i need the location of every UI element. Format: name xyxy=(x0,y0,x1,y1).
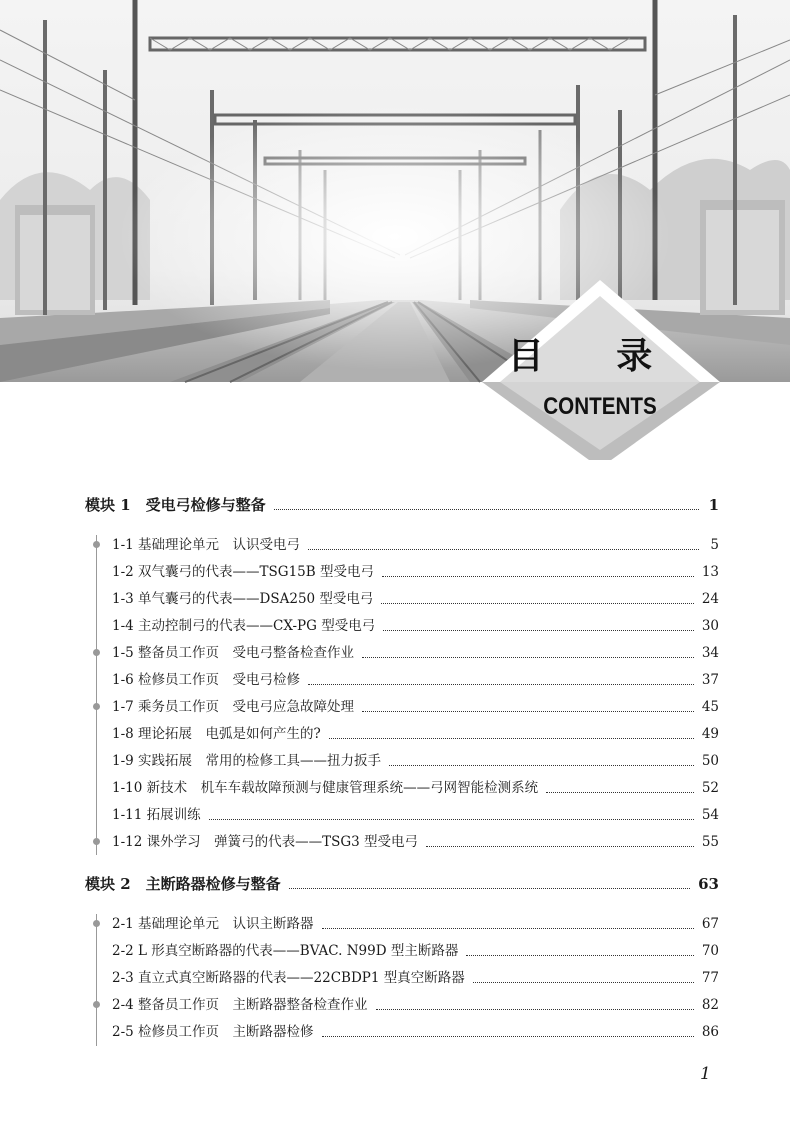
toc-entry[interactable] xyxy=(112,915,719,933)
page-ref: 52 xyxy=(701,780,719,796)
toc-entry[interactable] xyxy=(112,644,719,662)
dot-leader xyxy=(473,982,694,983)
page-ref: 55 xyxy=(701,834,719,850)
page-ref: 34 xyxy=(701,645,719,661)
toc-module-1[interactable] xyxy=(85,496,719,514)
entry-title: 1-5 整备员工作页 受电弓整备检查作业 xyxy=(112,645,355,661)
entry-title: 1-11 拓展训练 xyxy=(112,807,201,823)
section-dot xyxy=(93,649,100,656)
page-ref: 70 xyxy=(701,943,719,959)
dot-leader xyxy=(381,603,693,604)
entry-title: 1-10 新技术 机车车载故障预测与健康管理系统——弓网智能检测系统 xyxy=(112,780,539,796)
section-line xyxy=(96,914,97,1046)
section-dot xyxy=(93,920,100,927)
page-ref: 49 xyxy=(701,726,719,742)
toc-entry[interactable] xyxy=(112,1023,719,1041)
dot-leader xyxy=(329,738,694,739)
dot-leader xyxy=(274,509,699,510)
dot-leader xyxy=(426,846,694,847)
entry-title: 1-4 主动控制弓的代表——CX-PG 型受电弓 xyxy=(112,618,376,634)
entry-title: 2-2 L 形真空断路器的代表——BVAC. N99D 型主断路器 xyxy=(112,943,459,959)
toc-entry[interactable] xyxy=(112,536,719,554)
dot-leader xyxy=(308,684,694,685)
entry-title: 1-8 理论拓展 电弧是如何产生的? xyxy=(112,726,321,742)
entry-title: 1-7 乘务员工作页 受电弓应急故障处理 xyxy=(112,699,355,715)
toc-entry[interactable] xyxy=(112,698,719,716)
dot-leader xyxy=(382,576,694,577)
page-ref: 37 xyxy=(701,672,719,688)
entry-title: 2-5 检修员工作页 主断路器检修 xyxy=(112,1024,314,1040)
dot-leader xyxy=(289,888,690,889)
toc-entry[interactable] xyxy=(112,833,719,851)
page-ref: 86 xyxy=(701,1024,719,1040)
entry-title: 2-4 整备员工作页 主断路器整备检查作业 xyxy=(112,997,368,1013)
page-subtitle: CONTENTS xyxy=(543,393,657,420)
toc-entry[interactable] xyxy=(112,590,719,608)
dot-leader xyxy=(546,792,694,793)
toc-entry[interactable] xyxy=(112,996,719,1014)
entry-title: 1-2 双气囊弓的代表——TSG15B 型受电弓 xyxy=(112,564,374,580)
page-ref: 24 xyxy=(701,591,719,607)
module-title: 模块 2 主断路器检修与整备 xyxy=(85,875,281,893)
page-ref: 13 xyxy=(701,564,719,580)
section-line xyxy=(96,535,97,855)
section-dot xyxy=(93,541,100,548)
page-ref: 50 xyxy=(701,753,719,769)
module-title: 模块 1 受电弓检修与整备 xyxy=(85,496,266,514)
page-ref: 82 xyxy=(701,997,719,1013)
section-dot xyxy=(93,703,100,710)
page-ref: 77 xyxy=(701,970,719,986)
section-dot xyxy=(93,838,100,845)
dot-leader xyxy=(322,928,694,929)
toc-entry[interactable] xyxy=(112,806,719,824)
page-ref: 67 xyxy=(701,916,719,932)
toc-module-2[interactable] xyxy=(85,875,719,893)
toc-entry[interactable] xyxy=(112,752,719,770)
section-dot xyxy=(93,1001,100,1008)
entry-title: 1-12 课外学习 弹簧弓的代表——TSG3 型受电弓 xyxy=(112,834,419,850)
entry-title: 1-9 实践拓展 常用的检修工具——扭力扳手 xyxy=(112,753,382,769)
dot-leader xyxy=(322,1036,694,1037)
dot-leader xyxy=(362,711,694,712)
dot-leader xyxy=(389,765,694,766)
dot-leader xyxy=(383,630,694,631)
dot-leader xyxy=(308,549,699,550)
entry-title: 2-3 直立式真空断路器的代表——22CBDP1 型真空断路器 xyxy=(112,970,465,986)
toc-entry[interactable] xyxy=(112,942,719,960)
page-ref: 54 xyxy=(701,807,719,823)
toc-entry[interactable] xyxy=(112,671,719,689)
entry-title: 1-3 单气囊弓的代表——DSA250 型受电弓 xyxy=(112,591,374,607)
page-ref: 30 xyxy=(701,618,719,634)
entry-title: 1-1 基础理论单元 认识受电弓 xyxy=(112,537,301,553)
toc-entry[interactable] xyxy=(112,725,719,743)
page-ref: 45 xyxy=(701,699,719,715)
dot-leader xyxy=(209,819,694,820)
page-ref: 63 xyxy=(698,875,719,893)
toc-entry[interactable] xyxy=(112,617,719,635)
page-ref: 1 xyxy=(708,496,719,514)
entry-title: 2-1 基础理论单元 认识主断路器 xyxy=(112,916,314,932)
dot-leader xyxy=(362,657,694,658)
dot-leader xyxy=(376,1009,694,1010)
toc-entry[interactable] xyxy=(112,969,719,987)
toc-entry[interactable] xyxy=(112,563,719,581)
toc-entry[interactable] xyxy=(112,779,719,797)
page-number: 1 xyxy=(700,1064,711,1084)
page-ref: 5 xyxy=(710,537,719,553)
entry-title: 1-6 检修员工作页 受电弓检修 xyxy=(112,672,301,688)
dot-leader xyxy=(466,955,693,956)
page-title: 目 录 xyxy=(507,336,683,377)
